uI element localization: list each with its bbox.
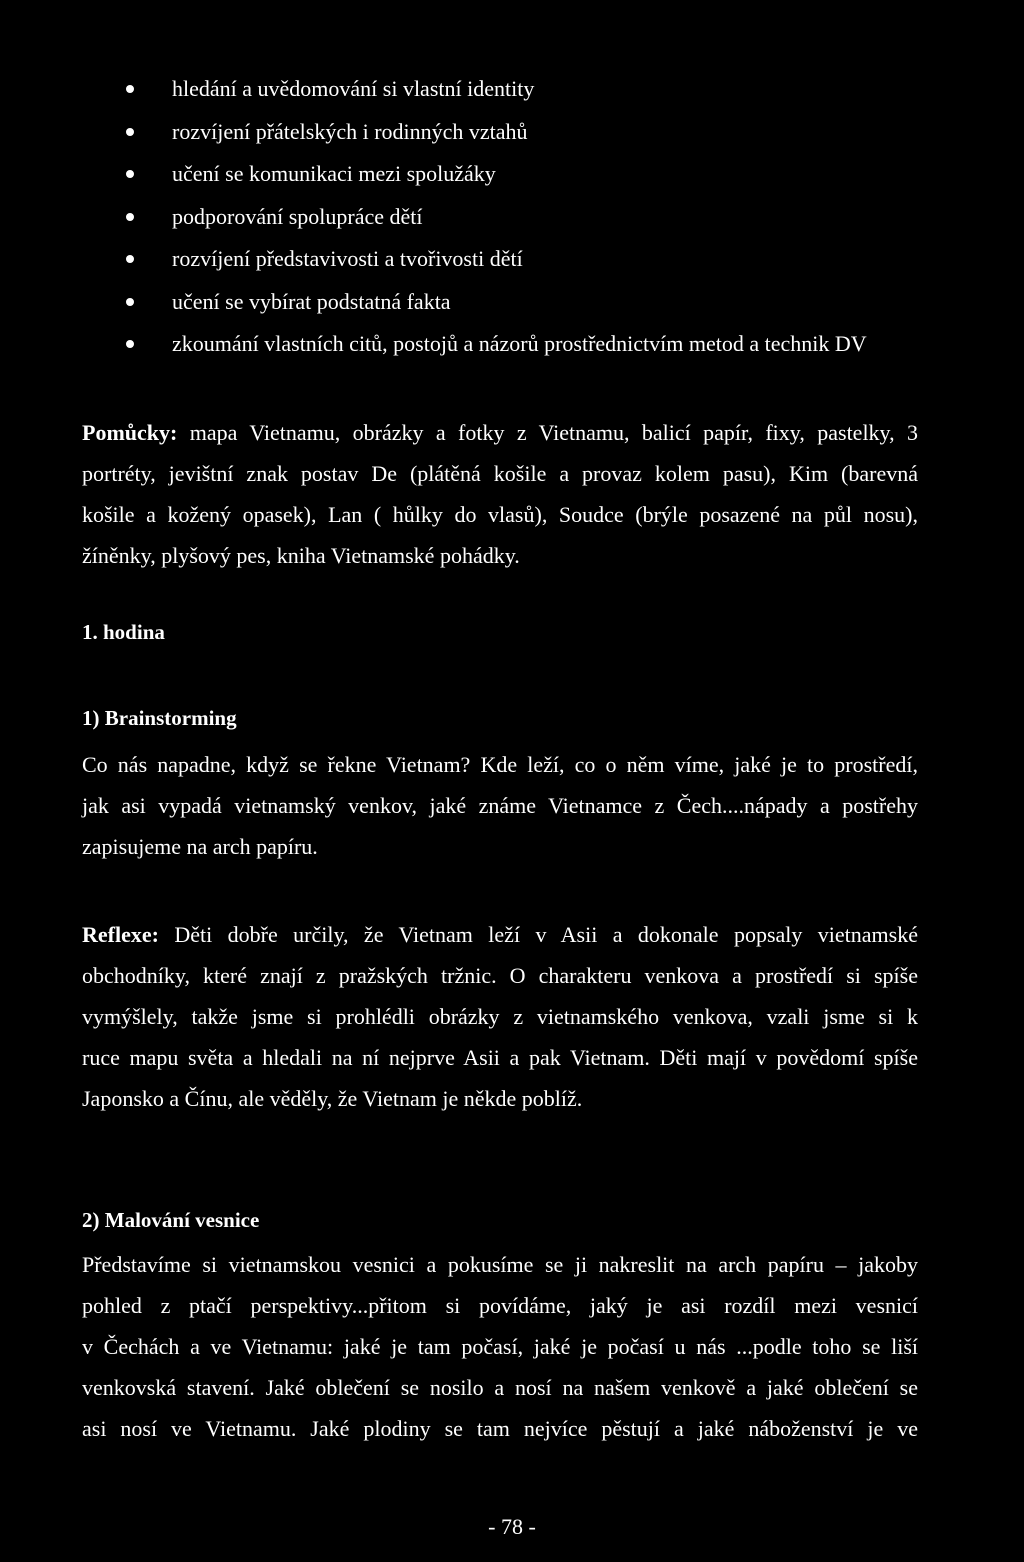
- list-item: zkoumání vlastních citů, postojů a názorů prostřednictvím metod a technik DV: [120, 329, 940, 372]
- text-line: zapisujeme na arch papíru.: [82, 834, 318, 859]
- text-line: Japonsko a Čínu, ale věděly, že Vietnam je někde poblíž.: [82, 1086, 583, 1111]
- list-item: učení se vybírat podstatná fakta: [120, 287, 940, 330]
- list-item: učení se komunikaci mezi spolužáky: [120, 159, 940, 202]
- text-line: žíněnky, plyšový pes, kniha Vietnamské pohádky.: [82, 543, 520, 568]
- list-item: rozvíjení přátelských i rodinných vztahů: [120, 117, 940, 160]
- bullet-icon: [126, 213, 134, 221]
- brainstorming-heading: 1) Brainstorming: [82, 706, 237, 730]
- text-line: Co nás napadne, když se řekne Vietnam? Kde leží, co o něm víme, jaké je to prostředí,: [82, 752, 918, 777]
- text-line: vymýšlely, takže jsme si prohlédli obrázky z vietnamského venkova, vzali jsme si k: [82, 1004, 918, 1029]
- pomucky-label: Pomůcky:: [82, 420, 178, 445]
- reflexe-label: Reflexe:: [82, 922, 159, 947]
- bullet-icon: [126, 128, 134, 136]
- brainstorming-paragraph: [82, 750, 918, 873]
- bullet-icon: [126, 298, 134, 306]
- list-item: podporování spolupráce dětí: [120, 202, 940, 245]
- goals-list: [120, 74, 940, 372]
- text-line: pohled z ptačí perspektivy...přitom si povídáme, jaký je asi rozdíl mezi vesnicí: [82, 1293, 918, 1318]
- text-line: v Čechách a ve Vietnamu: jaké je tam počasí, jaké je počasí u nás ...podle toho se liší: [82, 1334, 918, 1359]
- text-line: ruce mapu světa a hledali na ní nejprve Asii a pak Vietnam. Děti mají v povědomí spíše: [82, 1045, 918, 1070]
- text-line: portréty, jevištní znak postav De (plátěná košile a provaz kolem pasu), Kim (barevná: [82, 461, 918, 486]
- text-line: obchodníky, které znají z pražských tržnic. O charakteru venkova a prostředí si spíše: [82, 963, 918, 988]
- lesson-heading: 1. hodina: [82, 620, 165, 644]
- text-line: Pomůcky: mapa Vietnamu, obrázky a fotky z Vietnamu, balicí papír, fixy, pastelky, 3: [82, 420, 919, 445]
- text-line: košile a kožený opasek), Lan ( hůlky do vlasů), Soudce (brýle posazené na půl nosu),: [82, 502, 918, 527]
- bullet-icon: [126, 340, 134, 348]
- bullet-icon: [126, 170, 134, 178]
- pomucky-paragraph: [82, 418, 918, 582]
- list-item: rozvíjení představivosti a tvořivosti dětí: [120, 244, 940, 287]
- malovani-heading: 2) Malování vesnice: [82, 1208, 260, 1232]
- text-line: Představíme si vietnamskou vesnici a pokusíme se ji nakreslit na arch papíru – jakoby: [82, 1252, 918, 1277]
- bullet-icon: [126, 85, 134, 93]
- bullet-icon: [126, 255, 134, 263]
- text-line: asi nosí ve Vietnamu. Jaké plodiny se tam nejvíce pěstují a jaké náboženství je ve: [82, 1416, 918, 1441]
- malovani-paragraph: [82, 1250, 918, 1455]
- page-number: - 78 -: [488, 1514, 536, 1539]
- text-line: venkovská stavení. Jaké oblečení se nosilo a nosí na našem venkově a jaké oblečení se: [82, 1375, 918, 1400]
- text-line: Reflexe: Děti dobře určily, že Vietnam leží v Asii a dokonale popsaly vietnamské: [82, 922, 918, 947]
- reflexe-paragraph: [82, 920, 918, 1125]
- text-line: jak asi vypadá vietnamský venkov, jaké známe Vietnamce z Čech....nápady a postřehy: [82, 793, 918, 818]
- list-item: hledání a uvědomování si vlastní identity: [120, 74, 940, 117]
